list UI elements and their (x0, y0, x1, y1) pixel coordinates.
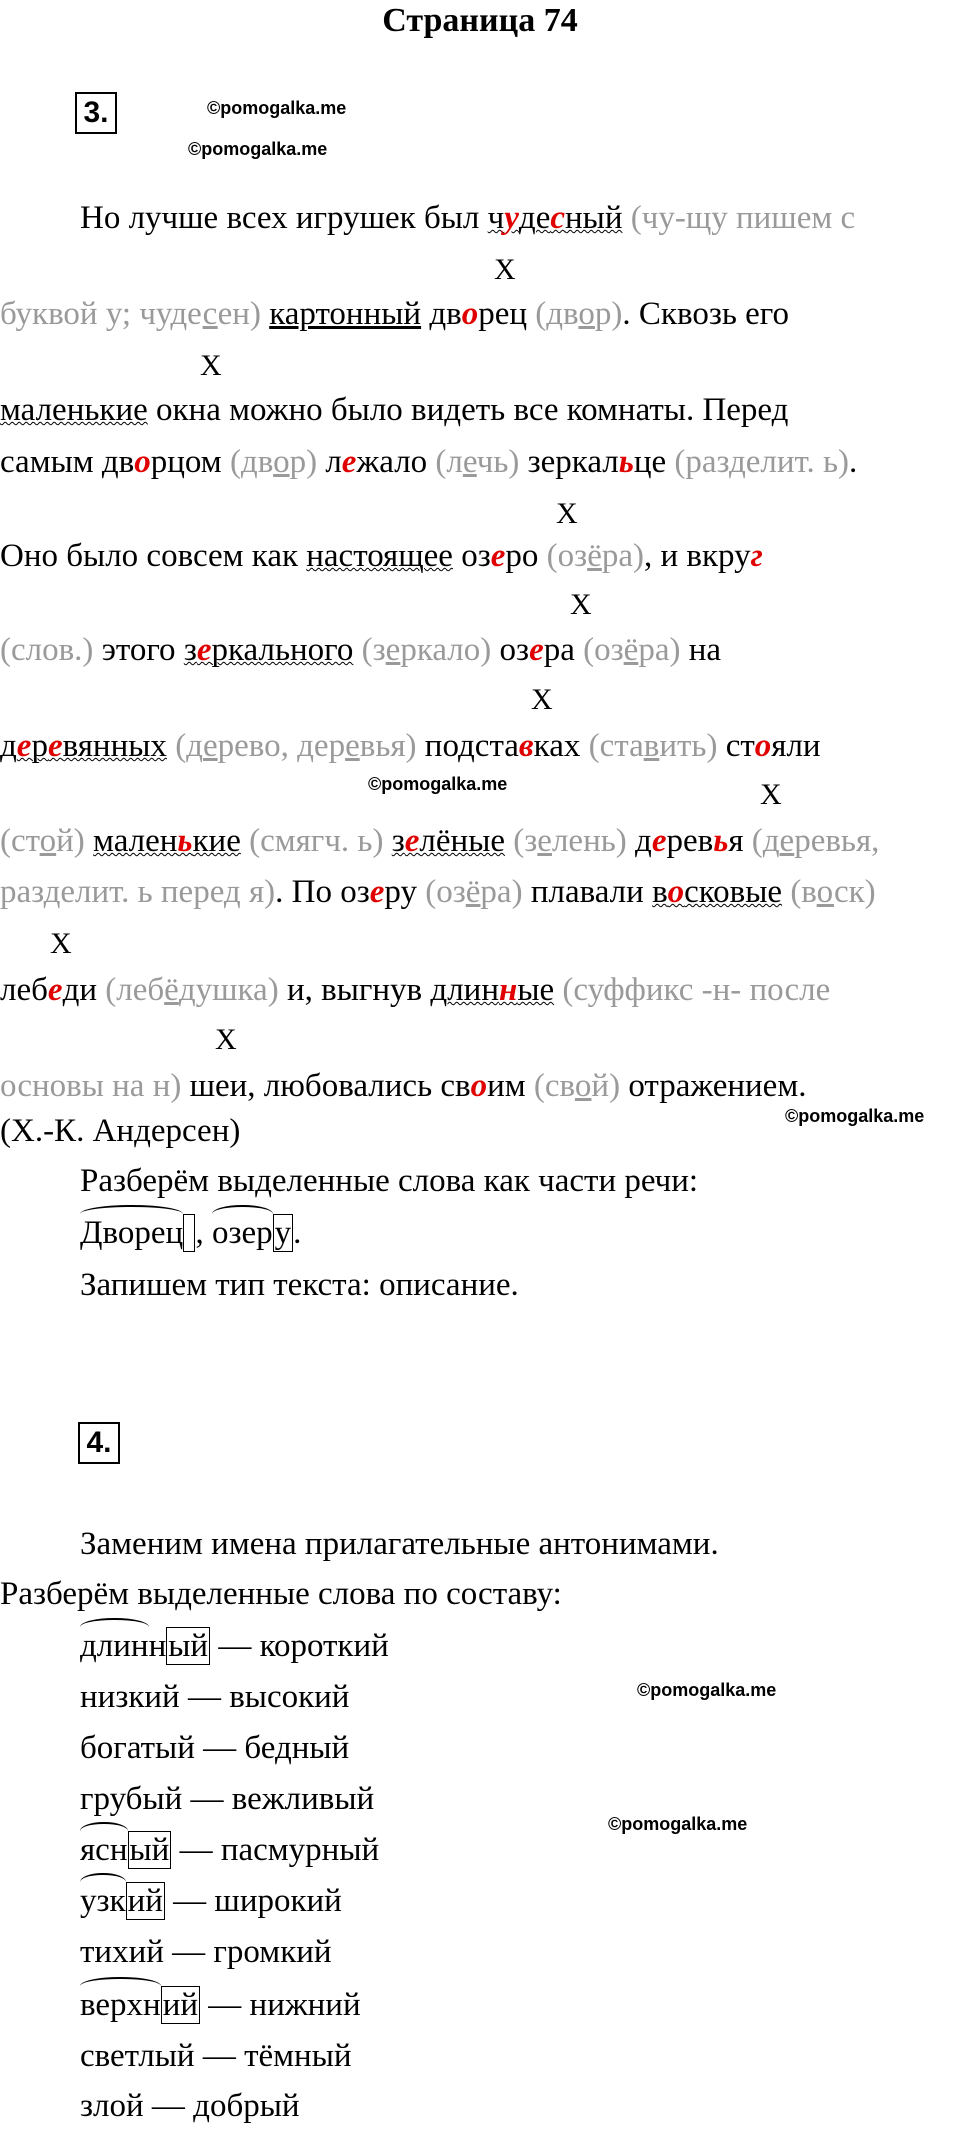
page-title: Страница 74 (382, 2, 578, 39)
pair-7: тихий — громкий (80, 1934, 332, 1970)
pair-3: богатый — бедный (80, 1730, 350, 1766)
parsed-words: Дворец , озеру. (80, 1215, 302, 1251)
root-arc: длин (80, 1628, 149, 1664)
ending-box: у (274, 1215, 292, 1251)
root-arc: Дворец (80, 1215, 184, 1251)
text-line-7: деревянных (дерево, деревья) подставках (ставить) стояли (0, 728, 821, 764)
pair-6: узкий — широкий (80, 1883, 342, 1919)
pair-9: светлый — тёмный (80, 2038, 352, 2074)
ex4-intro-1: Заменим имена прилагательные антонимами. (80, 1526, 719, 1562)
text-line-8: (стой) маленькие (смягч. ь) зелёные (зелень) деревья (деревья, (0, 823, 880, 859)
text-line-1: Но лучше всех игрушек был чудесный (чу-щу пишем с (80, 200, 856, 236)
watermark: ©pomogalka.me (637, 1680, 777, 1700)
ending-box: ий (162, 1987, 199, 2023)
ending-box: ый (168, 1628, 209, 1664)
x-mark: X (200, 349, 222, 382)
x-mark: X (50, 927, 72, 960)
x-mark: X (760, 778, 782, 811)
text-line-5: Оно было совсем как настоящее озеро (озёра), и вкруг (0, 538, 763, 574)
parse-instruction: Разберём выделенные слова как части речи: (80, 1163, 699, 1199)
text-line-9: разделит. ь перед я). По озеру (озёра) плавали восковые (воск) (0, 874, 876, 910)
ending-box: ий (127, 1883, 163, 1919)
ending-box (183, 1214, 195, 1252)
text-type: Запишем тип текста: описание. (80, 1267, 519, 1303)
x-mark: X (570, 588, 592, 621)
root-arc: ясн (80, 1832, 128, 1868)
text-line-4: самым дворцом (двор) лежало (лечь) зеркальце (разделит. ь). (0, 444, 858, 480)
text-line-11: основы на н) шеи, любовались своим (свой) отражением. (0, 1068, 807, 1104)
root-arc: озер (211, 1215, 273, 1251)
ex4-intro-2: Разберём выделенные слова по составу: (0, 1576, 562, 1612)
x-mark: X (215, 1023, 237, 1056)
author: (Х.-К. Андерсен) (0, 1113, 241, 1149)
watermark: ©pomogalka.me (188, 139, 328, 159)
watermark: ©pomogalka.me (785, 1106, 925, 1126)
x-mark: X (556, 497, 578, 530)
pair-4: грубый — вежливый (80, 1781, 375, 1817)
x-mark: X (494, 253, 516, 286)
text-line-6: (слов.) этого зеркального (зеркало) озера (озёра) на (0, 632, 722, 668)
watermark: ©pomogalka.me (608, 1814, 748, 1834)
root-arc: узк (80, 1883, 126, 1919)
text-line-10: лебеди (лебёдушка) и, выгнув длинные (суффикс -н- после (0, 972, 831, 1008)
watermark: ©pomogalka.me (207, 98, 347, 118)
root-arc: верхн (80, 1987, 161, 2023)
pair-8: верхний — нижний (80, 1987, 361, 2023)
pair-5: ясный — пасмурный (80, 1832, 380, 1868)
x-mark: X (531, 683, 553, 716)
exercise-number-4: 4. (78, 1422, 120, 1464)
text-line-3: маленькие окна можно было видеть все комнаты. Перед (0, 392, 789, 428)
pair-2: низкий — высокий (80, 1679, 350, 1715)
ending-box: ый (129, 1832, 170, 1868)
pair-1: длинный — короткий (80, 1628, 389, 1664)
exercise-number-3: 3. (75, 92, 117, 134)
watermark: ©pomogalka.me (368, 774, 508, 794)
text-line-2: буквой у; чудесен) картонный дворец (двор). Сквозь его (0, 296, 790, 332)
pair-10: злой — добрый (80, 2088, 300, 2124)
